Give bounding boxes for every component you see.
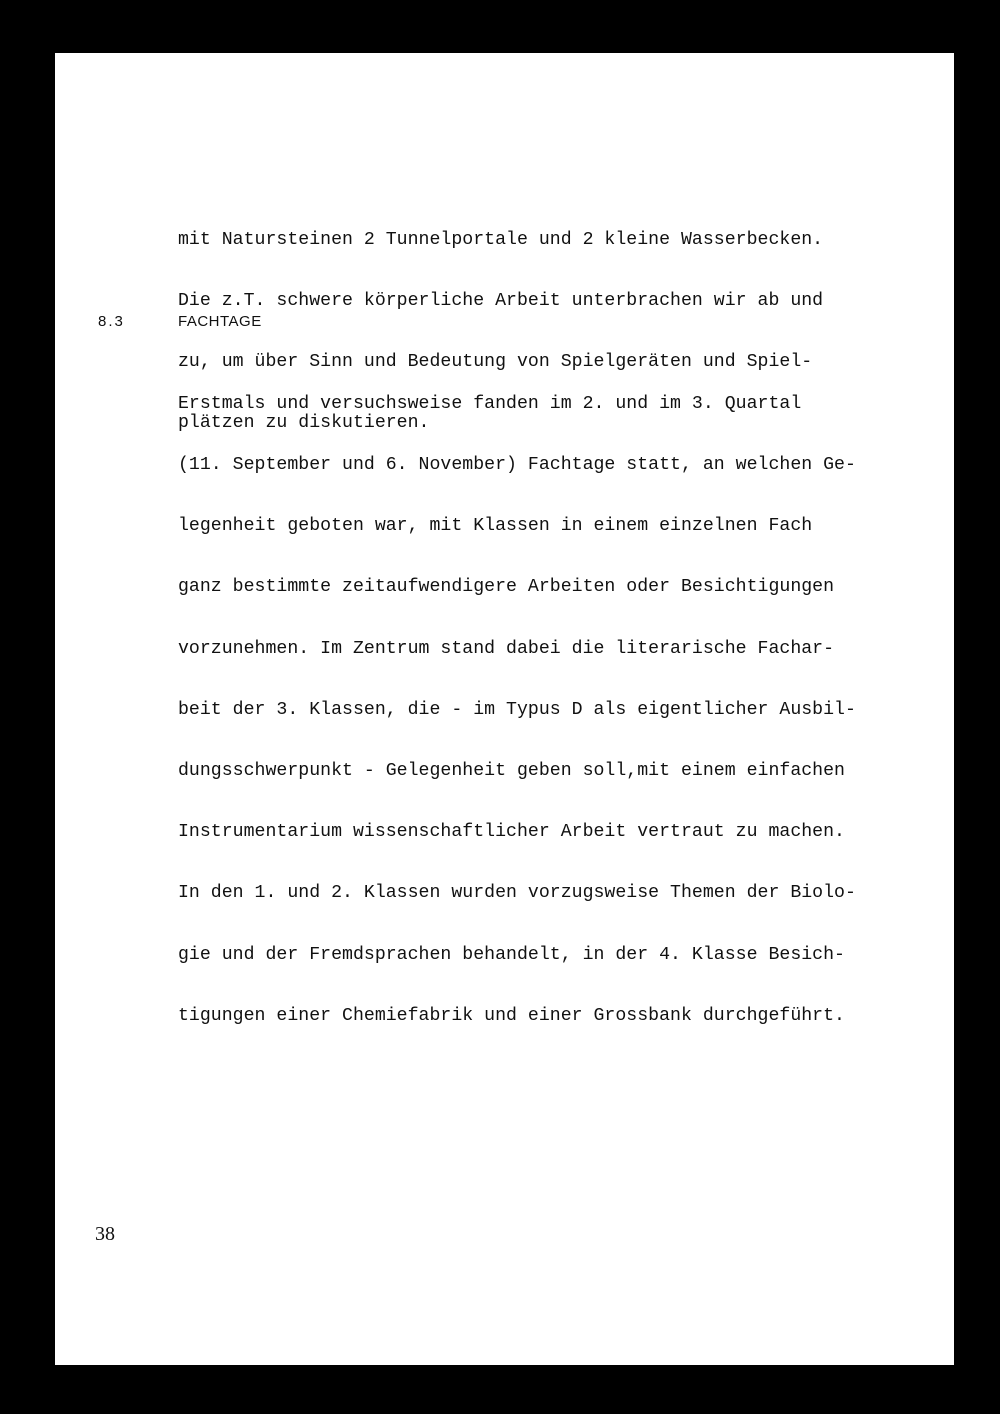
section-number: 8.3 <box>98 313 125 330</box>
text-line: plätzen zu diskutieren. <box>178 413 430 434</box>
paragraph-fachtage <box>178 353 856 1067</box>
text-line: gie und der Fremdsprachen behandelt, in der 4. Klasse Besich- <box>178 944 845 965</box>
section-heading: FACHTAGE <box>178 313 262 330</box>
text-line: Erstmals und versuchsweise fanden im 2. und im 3. Quartal <box>178 393 802 414</box>
text-line: (11. September und 6. November) Fachtage statt, an welchen Ge- <box>178 455 856 476</box>
text-line: beit der 3. Klassen, die - im Typus D als eigentlicher Ausbil- <box>178 699 856 720</box>
document-page <box>55 53 954 1365</box>
text-line: tigungen einer Chemiefabrik und einer Grossbank durchgeführt. <box>178 1005 845 1026</box>
text-line: vorzunehmen. Im Zentrum stand dabei die literarische Fachar- <box>178 638 835 659</box>
text-line: Instrumentarium wissenschaftlicher Arbeit vertraut zu machen. <box>178 822 845 843</box>
text-line: dungsschwerpunkt - Gelegenheit geben soll,mit einem einfachen <box>178 761 845 782</box>
text-line: mit Natursteinen 2 Tunnelportale und 2 kleine Wasserbecken. <box>178 229 824 250</box>
text-line: Die z.T. schwere körperliche Arbeit unterbrachen wir ab und <box>178 291 824 312</box>
text-line: legenheit geboten war, mit Klassen in einem einzelnen Fach <box>178 516 813 537</box>
text-line: In den 1. und 2. Klassen wurden vorzugsweise Themen der Biolo- <box>178 883 856 904</box>
text-line: ganz bestimmte zeitaufwendigere Arbeiten oder Besichtigungen <box>178 577 835 598</box>
text-line: zu, um über Sinn und Bedeutung von Spielgeräten und Spiel- <box>178 352 813 373</box>
page-number: 38 <box>95 1223 115 1245</box>
